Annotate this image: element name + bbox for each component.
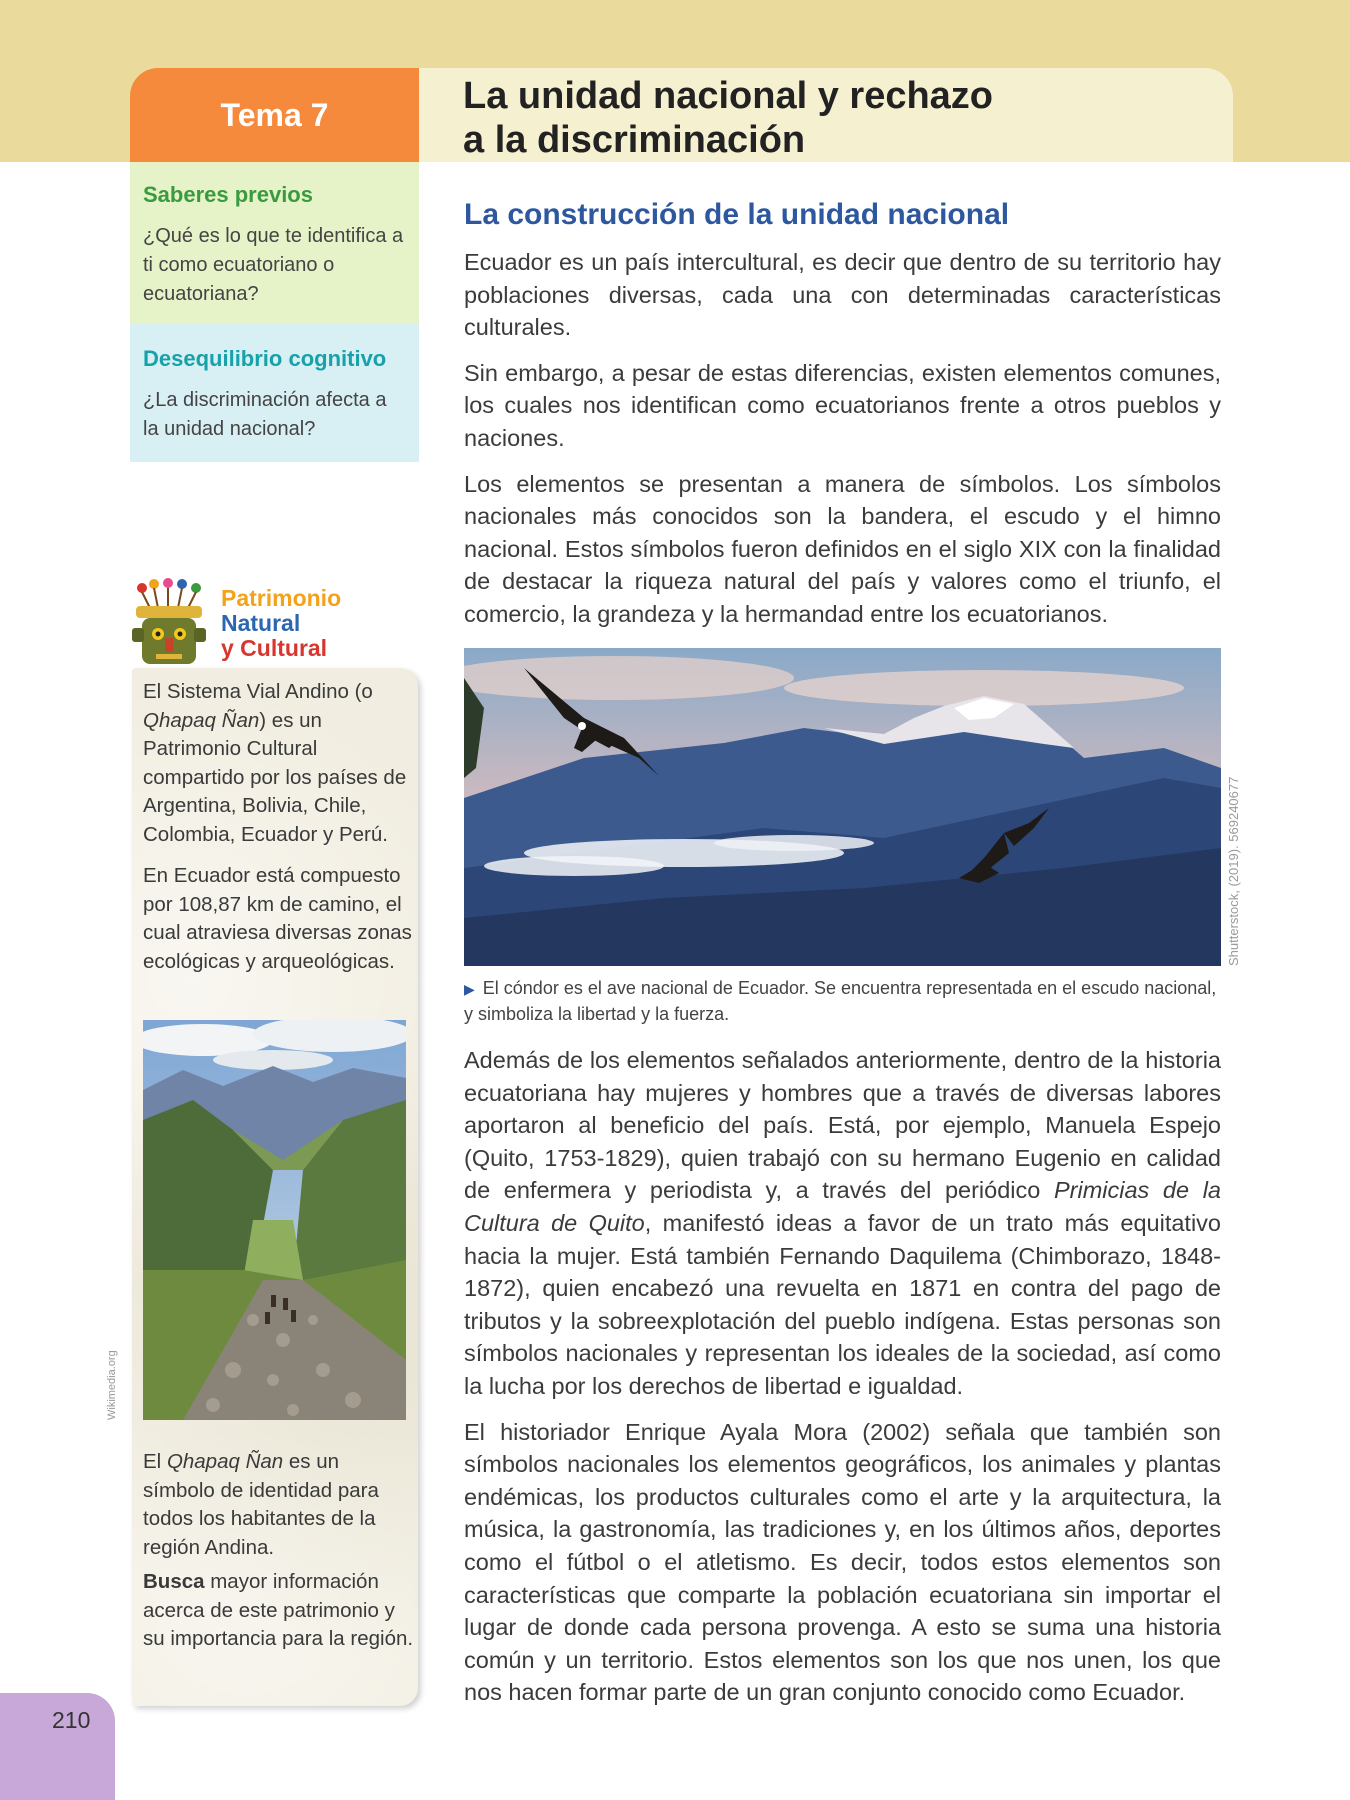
text-run: , manifestó ideas a favor de un trato más equitativo hacia la mujer. Está también Fernando Daquilema (Chimborazo, 1848-1872), quien encabezó una revuelta en 1871 en contra del pago de tributos y la sobreexplotación del pueblo indígena. Estas personas son símbolos nacionales y representan los ideales de la sociedad, así como la lucha por los derechos de libertad e igualdad. [464, 1209, 1221, 1399]
desequilibrio-cognitivo-heading: Desequilibrio cognitivo [143, 346, 387, 371]
busca-keyword: Busca [143, 1570, 205, 1593]
body-paragraph-4 [464, 1044, 1221, 1403]
primicias-title: Primicias de la Cultura de Quito [464, 1177, 1222, 1236]
patrimonio-paragraph-3 [143, 1448, 415, 1562]
section-subheading: La construcción de la unidad nacional [464, 198, 1010, 231]
saberes-previos-question: ¿Qué es lo que te identifica a ti como ecuatoriano o ecuatoriana? [143, 225, 404, 305]
page-number: 210 [52, 1707, 91, 1733]
qhapaq-nan-term: Qhapaq Ñan [166, 1450, 284, 1473]
andean-mask-icon [128, 578, 212, 672]
saberes-previos-heading: Saberes previos [143, 182, 313, 207]
qhapaq-nan-term: Qhapaq Ñan [143, 708, 260, 732]
page-title [463, 74, 1223, 162]
text-run: El Sistema Vial Andino (o [143, 680, 373, 703]
body-paragraph-5: El historiador Enrique Ayala Mora (2002) señala que también son símbolos nacionales los elementos geográficos, los animales y plantas endémicas, los productos culturales como el arte y la arquitectura, la música, la gastronomía, las tradiciones y, en los últimos años, deportes como el fútbol o el atletismo. Es decir, todos estos elementos son características que comparte la población ecuatoriana sin importar el lugar de donde cada persona provenga. A esto se suma una historia común y un territorio. Estos elementos son los que nos unen, los que nos hacen formar parte de un gran conjunto conocido como Ecuador. [464, 1418, 1221, 1706]
body-paragraph-2: Sin embargo, a pesar de estas diferencias, existen elementos comunes, los cuales nos identifican como ecuatorianos frente a otros pueblos y naciones. [464, 359, 1221, 451]
desequilibrio-cognitivo-box [130, 324, 419, 462]
condor-photo [464, 648, 1221, 966]
patrimonio-paragraph-4 [143, 1568, 415, 1654]
desequilibrio-cognitivo-question: ¿La discriminación afecta a la unidad nacional? [143, 389, 387, 440]
patrimonio-paragraph-2-text: En Ecuador está compuesto por 108,87 km de camino, el cual atraviesa diversas zonas ecológicas y arqueológicas. [143, 864, 412, 973]
patrimonio-heading-word1: Patrimonio [221, 585, 342, 611]
text-run: es un símbolo de identidad para todos los habitantes de la región Andina. [143, 1450, 379, 1559]
caption-arrow-icon: ▶ [464, 981, 475, 997]
body-paragraph-3: Los elementos se presentan a manera de símbolos. Los símbolos nacionales más conocidos son la bandera, el escudo y el himno nacional. Estos símbolos fueron definidos en el siglo XIX con la finalidad de destacar la riqueza natural del país y valores como el triunfo, el comercio, la grandeza y la hermandad entre los ecuatorianos. [464, 470, 1221, 627]
saberes-previos-box [130, 162, 419, 324]
body-paragraph-1: Ecuador es un país intercultural, es decir que dentro de su territorio hay poblaciones diversas, cada una con determinadas características culturales. [464, 249, 1221, 341]
photo-credit-wikimedia: Wikimedia.org [106, 1350, 118, 1420]
intro-paragraphs [464, 246, 1221, 644]
text-run: El [143, 1450, 167, 1473]
photo-credit-shutterstock: Shutterstock, (2019). 569240677 [1226, 776, 1241, 966]
condor-caption [464, 976, 1221, 1027]
condor-caption-text: El cóndor es el ave nacional de Ecuador. Se encuentra representada en el escudo nacional, y simboliza la libertad y la fuerza. [464, 978, 1217, 1024]
page-title-line2: a la discriminación [463, 119, 806, 161]
patrimonio-paragraphs-bottom [143, 1448, 415, 1660]
patrimonio-paragraph-2 [143, 862, 415, 982]
history-paragraphs [464, 1044, 1221, 1722]
text-run: Además de los elementos señalados anteriormente, dentro de la historia ecuatoriana hay mujeres y hombres que a través de diversas labores aportaron al beneficio del país. Está, por ejemplo, Manuela Espejo (Quito, 1753-1829), quien trabajó con su hermano Eugenio en calidad de enfermera y periodista y, a través del periódico [464, 1047, 1221, 1204]
patrimonio-heading-word2: Natural [221, 610, 301, 636]
text-run: mayor información acerca de este patrimonio y su importancia para la región. [143, 1570, 414, 1650]
tema-label: Tema 7 [130, 68, 419, 162]
patrimonio-heading [221, 586, 341, 661]
text-run: ) es un Patrimonio Cultural compartido por los países de Argentina, Bolivia, Chile, Colombia, Ecuador y Perú. [143, 708, 407, 846]
qhapaq-nan-trail-photo [143, 1020, 406, 1420]
patrimonio-paragraph-1 [143, 678, 415, 855]
patrimonio-heading-word3: y Cultural [221, 635, 328, 661]
page-title-line1: La unidad nacional y rechazo [463, 75, 994, 117]
